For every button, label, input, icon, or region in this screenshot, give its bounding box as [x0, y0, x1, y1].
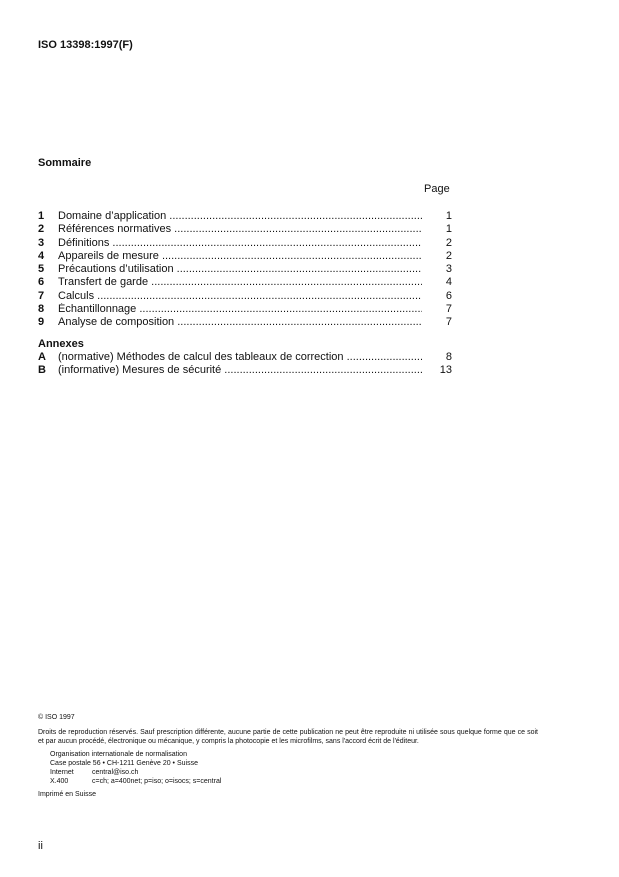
- toc-entry-number: 3: [38, 236, 45, 249]
- toc-entry-text: Calculs .....: [58, 290, 422, 303]
- toc-entry-page: 7: [445, 303, 452, 316]
- x400-address: c=ch; a=400net; p=iso; o=isocs; s=central: [92, 778, 222, 785]
- toc-entry-page: 2: [445, 236, 452, 249]
- toc-entry-page: 7: [445, 316, 452, 329]
- toc-entry-number: 6: [38, 276, 45, 289]
- toc-entry-text: Références normatives .....: [58, 223, 422, 236]
- toc-title: Sommaire: [38, 157, 92, 169]
- annex-page: 8: [445, 350, 452, 363]
- toc-entry-number: 1: [38, 210, 45, 222]
- table-of-contents: [38, 210, 452, 378]
- toc-entry-number: 2: [38, 223, 45, 236]
- annex-letter: A: [38, 350, 46, 363]
- toc-entry-number: 9: [38, 316, 45, 329]
- toc-entry-text: Précautions d’utilisation .....: [58, 263, 422, 276]
- publisher-address: [38, 750, 538, 786]
- postal-address: Case postale 56 • CH-1211 Genève 20 • Suisse: [50, 760, 198, 767]
- internet-row: [50, 768, 538, 777]
- organisation-name: Organisation internationale de normalisation: [50, 751, 187, 758]
- toc-entry-text: Domaine d’application .....: [58, 210, 422, 223]
- copyright-line: © ISO 1997: [38, 714, 75, 721]
- toc-entry-number: 8: [38, 303, 45, 316]
- toc-entry-number: 5: [38, 263, 45, 276]
- toc-entry-page: 1: [445, 210, 452, 222]
- toc-entry[interactable]: [38, 303, 452, 316]
- annex-letter: B: [38, 364, 46, 377]
- toc-entry[interactable]: [38, 263, 452, 276]
- toc-entry-text: Transfert de garde .....: [58, 276, 422, 289]
- annexes-title: Annexes: [38, 337, 84, 350]
- toc-entry-page: 1: [445, 223, 452, 236]
- toc-entry-text: Analyse de composition .....: [58, 316, 422, 329]
- page-column-label: Page: [424, 183, 450, 195]
- toc-entry-text: Définitions .....: [58, 237, 422, 250]
- internet-label: Internet: [50, 769, 74, 776]
- toc-entry-text: Échantillonnage .....: [58, 303, 422, 316]
- annex-text: (informative) Mesures de sécurité .....: [58, 364, 422, 377]
- toc-entry-page: 4: [445, 276, 452, 289]
- toc-entry-page: 6: [445, 289, 452, 302]
- annex-text: (normative) Méthodes de calcul des tableaux de correction .....: [58, 351, 422, 364]
- annex-page: 13: [439, 364, 452, 377]
- toc-entry[interactable]: [38, 276, 452, 289]
- copyright-block: [38, 713, 538, 799]
- x400-label: X.400: [50, 778, 69, 785]
- page-number: ii: [38, 840, 43, 852]
- toc-entry-page: 3: [445, 263, 452, 276]
- toc-entry[interactable]: [38, 316, 452, 329]
- internet-address[interactable]: central@iso.ch: [92, 769, 139, 776]
- toc-entry[interactable]: [38, 237, 452, 250]
- toc-entry-text: Appareils de mesure .....: [58, 250, 422, 263]
- standard-id: ISO 13398:1997(F): [38, 39, 133, 51]
- x400-row: [50, 777, 538, 786]
- toc-entry[interactable]: [38, 290, 452, 303]
- toc-entry[interactable]: [38, 210, 452, 223]
- toc-entry-number: 7: [38, 289, 45, 302]
- toc-entry-page: 2: [445, 249, 452, 262]
- toc-entry-number: 4: [38, 249, 45, 262]
- annex-entry[interactable]: [38, 351, 452, 364]
- toc-entry[interactable]: [38, 250, 452, 263]
- toc-entry[interactable]: [38, 223, 452, 236]
- printed-in: Imprimé en Suisse: [38, 791, 96, 798]
- annex-entry[interactable]: [38, 364, 452, 377]
- rights-notice: Droits de reproduction réservés. Sauf prescription différente, aucune partie de cette publication ne peut être reproduite ni utilisée sous quelque forme que ce soit et par aucun procédé, électronique ou mécanique, y compris la photocopie et les microfilms, sans l'accord écrit de l'éditeur.: [38, 729, 538, 745]
